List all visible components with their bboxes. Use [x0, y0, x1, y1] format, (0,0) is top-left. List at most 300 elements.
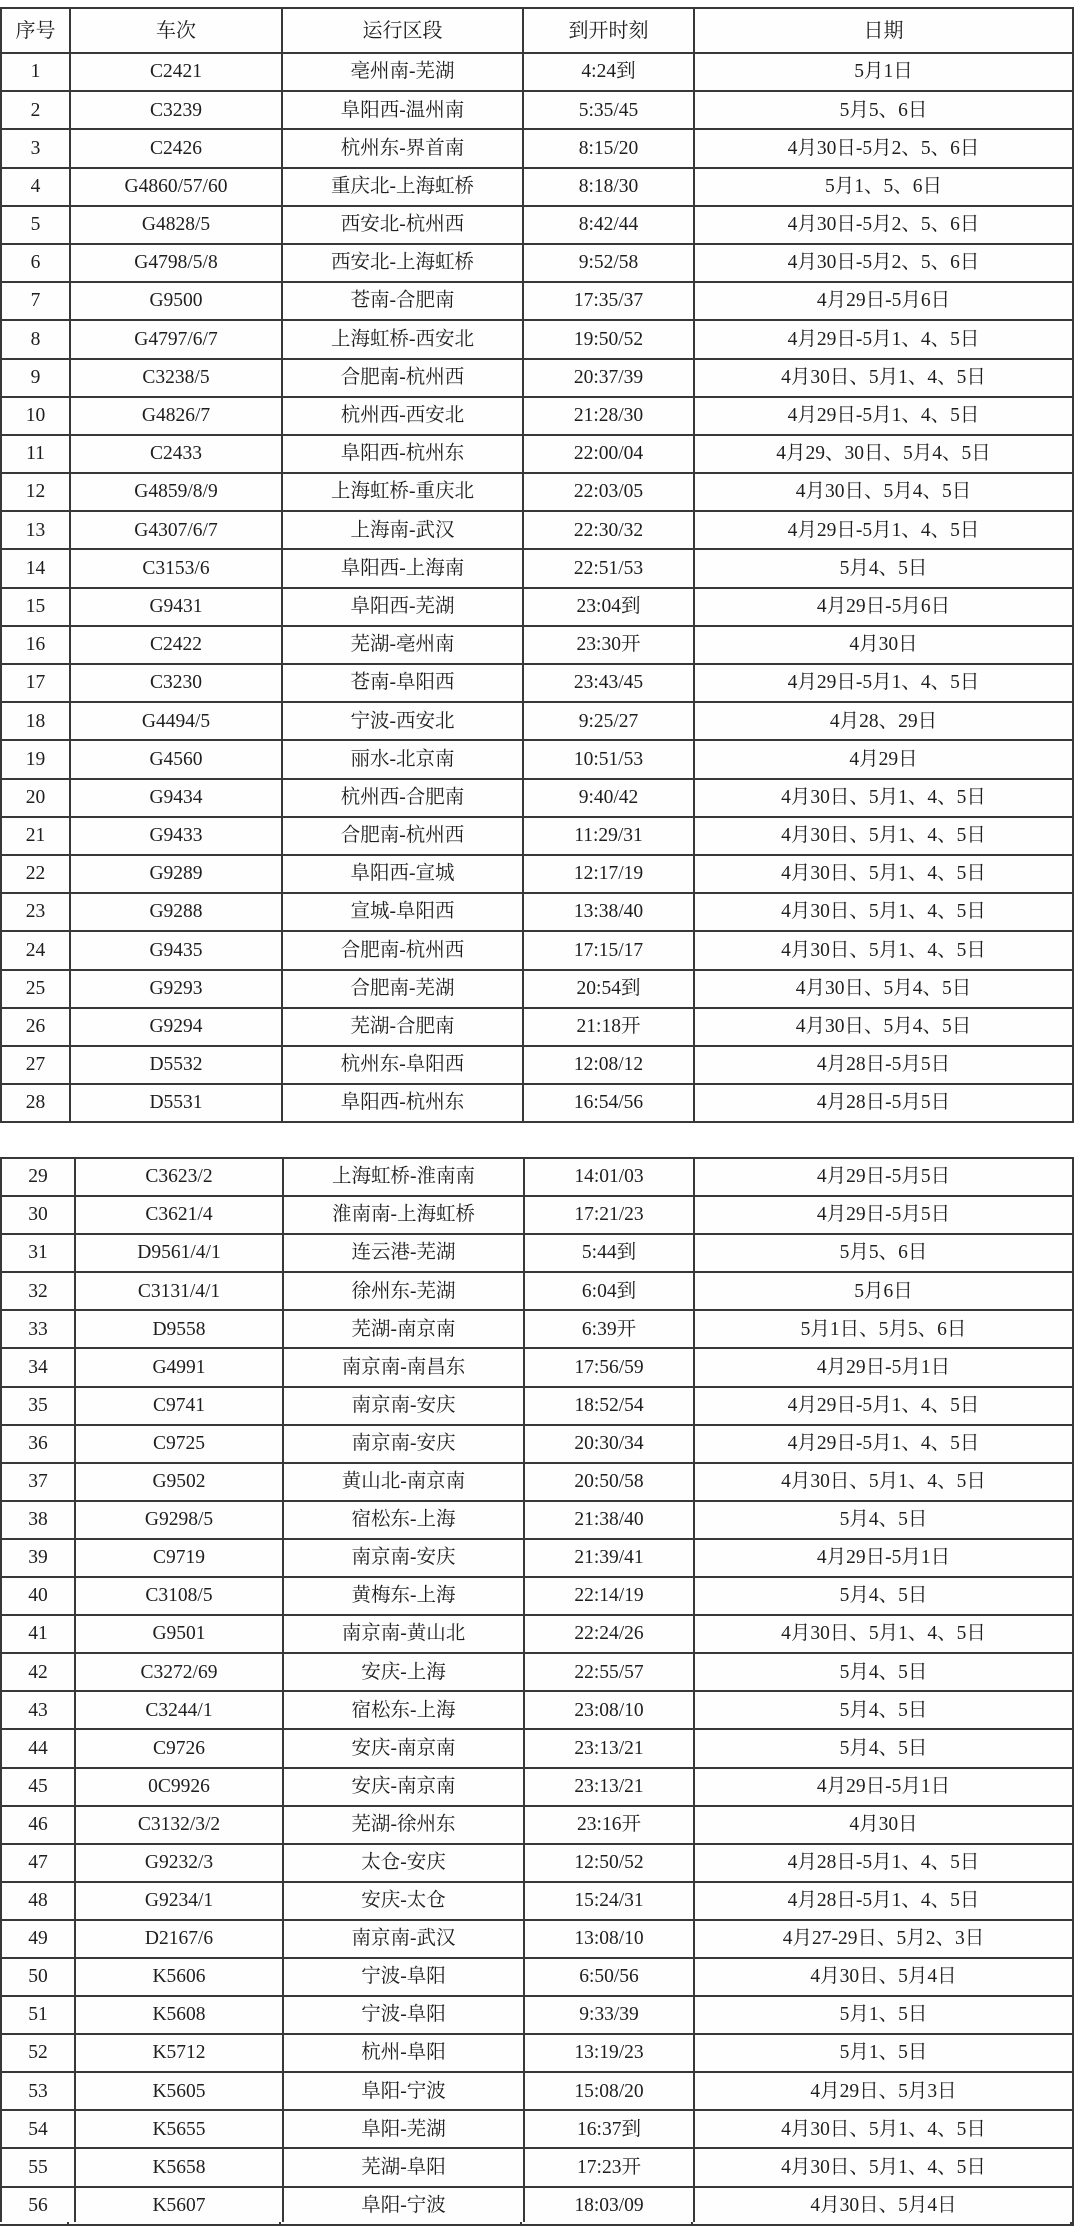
- cell-route: 黄山北-南京南: [284, 1464, 525, 1502]
- table-row: [2, 2111, 1074, 2149]
- table-row: [2, 818, 1074, 856]
- cell-train-no: C3238/5: [71, 360, 283, 398]
- table-row: [2, 1047, 1074, 1085]
- table-row: [2, 1921, 1074, 1959]
- cell-time: 18:52/54: [525, 1388, 695, 1426]
- cell-dates: 4月29日-5月1、4、5日: [695, 398, 1074, 436]
- cell-dates: 4月28日-5月5日: [695, 1047, 1074, 1085]
- table-row: [2, 92, 1074, 130]
- cell-dates: 5月4、5日: [695, 1730, 1074, 1768]
- cell-route: 芜湖-亳州南: [283, 627, 524, 665]
- cell-route: 南京南-安庆: [284, 1540, 525, 1578]
- cell-dates: 4月30日: [695, 627, 1074, 665]
- cell-time: 20:30/34: [525, 1426, 695, 1464]
- cell-dates: 4月30日、5月1、4、5日: [695, 2111, 1074, 2149]
- cell-time: 10:51/53: [524, 741, 695, 779]
- cell-dates: 4月30日、5月1、4、5日: [695, 818, 1074, 856]
- cell-seq: 20: [2, 780, 71, 818]
- cell-route: 上海虹桥-西安北: [283, 321, 524, 359]
- cell-seq: 53: [2, 2073, 76, 2111]
- cell-seq: 1: [2, 54, 71, 92]
- cell-train-no: D9558: [76, 1311, 284, 1349]
- cell-route: 丽水-北京南: [283, 741, 524, 779]
- cell-time: 23:13/21: [525, 1769, 695, 1807]
- cell-dates: 4月29日-5月1日: [695, 1349, 1074, 1387]
- cell-train-no: G4859/8/9: [71, 474, 283, 512]
- cell-dates: 4月30日-5月2、5、6日: [695, 207, 1074, 245]
- cell-seq: 38: [2, 1502, 76, 1540]
- cell-dates: 5月1、5、6日: [695, 169, 1074, 207]
- train-schedule-table-lower: [0, 1157, 1074, 2226]
- cell-route: 亳州南-芜湖: [283, 54, 524, 92]
- cell-train-no: G4307/6/7: [71, 512, 283, 550]
- cell-time: 6:50/56: [525, 1959, 695, 1997]
- cell-route: 杭州西-合肥南: [283, 780, 524, 818]
- cell-route: 苍南-阜阳西: [283, 665, 524, 703]
- cell-seq: 32: [2, 1273, 76, 1311]
- cell-route: 安庆-太仓: [284, 1883, 525, 1921]
- cell-route: 杭州西-西安北: [283, 398, 524, 436]
- table-row: [2, 971, 1074, 1009]
- cell-route: 合肥南-芜湖: [283, 971, 524, 1009]
- table-row: [2, 1959, 1074, 1997]
- cell-train-no: C3153/6: [71, 550, 283, 588]
- cell-dates: 4月30日-5月2、5、6日: [695, 130, 1074, 168]
- cell-train-no: G4798/5/8: [71, 245, 283, 283]
- cell-train-no: G4826/7: [71, 398, 283, 436]
- cell-dates: 4月29日-5月1、4、5日: [695, 1426, 1074, 1464]
- cell-train-no: C9741: [76, 1388, 284, 1426]
- cell-dates: 4月30日: [695, 1807, 1074, 1845]
- cell-train-no: G9434: [71, 780, 283, 818]
- cell-route: 南京南-南昌东: [284, 1349, 525, 1387]
- cell-train-no: K5658: [76, 2149, 284, 2187]
- table-row: [2, 1616, 1074, 1654]
- cell-dates: 4月29日-5月5日: [695, 1197, 1074, 1235]
- cell-route: 黄梅东-上海: [284, 1578, 525, 1616]
- cell-time: 23:08/10: [525, 1692, 695, 1730]
- cell-train-no: C3272/69: [76, 1654, 284, 1692]
- cell-train-no: K5655: [76, 2111, 284, 2149]
- table-row: [2, 894, 1074, 932]
- cell-route: 安庆-上海: [284, 1654, 525, 1692]
- cell-time: 21:28/30: [524, 398, 695, 436]
- cell-train-no: C3621/4: [76, 1197, 284, 1235]
- table-row: [2, 1845, 1074, 1883]
- cell-seq: 23: [2, 894, 71, 932]
- cell-time: 9:25/27: [524, 703, 695, 741]
- cell-dates: 4月29日-5月5日: [695, 1159, 1074, 1197]
- cell-dates: 4月30日、5月1、4、5日: [695, 932, 1074, 970]
- cell-route: 安庆-南京南: [284, 1730, 525, 1768]
- table-row: [2, 169, 1074, 207]
- cell-train-no: G9293: [71, 971, 283, 1009]
- table-row: [2, 1085, 1074, 1123]
- cell-route: 阜阳-宁波: [284, 2073, 525, 2111]
- table-row: [2, 741, 1074, 779]
- cell-dates: 4月29日-5月1日: [695, 1540, 1074, 1578]
- cell-seq: 34: [2, 1349, 76, 1387]
- cell-seq: 18: [2, 703, 71, 741]
- header-date: 日期: [695, 9, 1074, 54]
- cell-seq: 36: [2, 1426, 76, 1464]
- cell-time: 6:39开: [525, 1311, 695, 1349]
- cell-dates: 4月30日、5月1、4、5日: [695, 1464, 1074, 1502]
- cell-seq: 8: [2, 321, 71, 359]
- header-seq: 序号: [2, 9, 71, 54]
- cell-dates: 4月30日、5月1、4、5日: [695, 360, 1074, 398]
- cell-time: 23:04到: [524, 589, 695, 627]
- cell-dates: 4月28日-5月5日: [695, 1085, 1074, 1123]
- table-row: [2, 1692, 1074, 1730]
- table-row: [2, 1997, 1074, 2035]
- cell-train-no: K5606: [76, 1959, 284, 1997]
- cell-route: 阜阳-宁波: [284, 2188, 525, 2226]
- cell-route: 芜湖-徐州东: [284, 1807, 525, 1845]
- table-row: [2, 1388, 1074, 1426]
- table-row: [2, 130, 1074, 168]
- table-row: [2, 1159, 1074, 1197]
- cell-seq: 17: [2, 665, 71, 703]
- cell-seq: 52: [2, 2035, 76, 2073]
- cell-dates: 5月5、6日: [695, 92, 1074, 130]
- cell-time: 23:30开: [524, 627, 695, 665]
- cell-route: 杭州东-界首南: [283, 130, 524, 168]
- cell-seq: 31: [2, 1235, 76, 1273]
- cell-time: 13:19/23: [525, 2035, 695, 2073]
- cell-route: 南京南-安庆: [284, 1388, 525, 1426]
- cell-train-no: G4860/57/60: [71, 169, 283, 207]
- table-row: [2, 1197, 1074, 1235]
- table-row: [2, 1730, 1074, 1768]
- cell-time: 13:38/40: [524, 894, 695, 932]
- table-row: [2, 1349, 1074, 1387]
- cell-seq: 4: [2, 169, 71, 207]
- cell-train-no: G9234/1: [76, 1883, 284, 1921]
- cell-seq: 27: [2, 1047, 71, 1085]
- cell-train-no: C9725: [76, 1426, 284, 1464]
- cell-train-no: C3230: [71, 665, 283, 703]
- cell-time: 17:35/37: [524, 283, 695, 321]
- cell-time: 20:54到: [524, 971, 695, 1009]
- cell-time: 4:24到: [524, 54, 695, 92]
- cell-train-no: G4797/6/7: [71, 321, 283, 359]
- table-row: [2, 2188, 1074, 2226]
- cell-time: 8:18/30: [524, 169, 695, 207]
- cell-dates: 5月1、5日: [695, 2035, 1074, 2073]
- cell-time: 22:55/57: [525, 1654, 695, 1692]
- cell-train-no: K5712: [76, 2035, 284, 2073]
- cell-time: 9:52/58: [524, 245, 695, 283]
- cell-seq: 46: [2, 1807, 76, 1845]
- table-row: [2, 1502, 1074, 1540]
- cell-dates: 4月29日-5月6日: [695, 589, 1074, 627]
- cell-seq: 16: [2, 627, 71, 665]
- table-row: [2, 512, 1074, 550]
- cell-time: 23:43/45: [524, 665, 695, 703]
- cell-route: 合肥南-杭州西: [283, 360, 524, 398]
- cell-train-no: D2167/6: [76, 1921, 284, 1959]
- cell-train-no: C3239: [71, 92, 283, 130]
- cell-seq: 21: [2, 818, 71, 856]
- cell-seq: 3: [2, 130, 71, 168]
- cell-time: 22:00/04: [524, 436, 695, 474]
- cell-train-no: G9500: [71, 283, 283, 321]
- cell-seq: 43: [2, 1692, 76, 1730]
- cell-route: 宿松东-上海: [284, 1692, 525, 1730]
- cell-seq: 35: [2, 1388, 76, 1426]
- cell-seq: 42: [2, 1654, 76, 1692]
- cell-dates: 4月30日、5月4日: [695, 2188, 1074, 2226]
- cell-route: 徐州东-芜湖: [284, 1273, 525, 1311]
- cell-dates: 4月28日-5月1、4、5日: [695, 1883, 1074, 1921]
- cell-seq: 9: [2, 360, 71, 398]
- cell-route: 宁波-阜阳: [284, 1959, 525, 1997]
- table-row: [2, 245, 1074, 283]
- table-row: [2, 283, 1074, 321]
- table-row: [2, 1883, 1074, 1921]
- cell-route: 芜湖-阜阳: [284, 2149, 525, 2187]
- cell-dates: 4月29日-5月1、4、5日: [695, 1388, 1074, 1426]
- cell-time: 20:50/58: [525, 1464, 695, 1502]
- cell-route: 宁波-西安北: [283, 703, 524, 741]
- cell-time: 21:39/41: [525, 1540, 695, 1578]
- cell-route: 阜阳西-芜湖: [283, 589, 524, 627]
- cell-train-no: G9433: [71, 818, 283, 856]
- cell-dates: 4月30日-5月2、5、6日: [695, 245, 1074, 283]
- cell-train-no: K5605: [76, 2073, 284, 2111]
- cell-seq: 44: [2, 1730, 76, 1768]
- cell-seq: 28: [2, 1085, 71, 1123]
- cell-seq: 51: [2, 1997, 76, 2035]
- table-row: [2, 665, 1074, 703]
- cell-time: 8:42/44: [524, 207, 695, 245]
- cell-seq: 2: [2, 92, 71, 130]
- cell-dates: 5月5、6日: [695, 1235, 1074, 1273]
- cell-seq: 45: [2, 1769, 76, 1807]
- cell-route: 芜湖-合肥南: [283, 1009, 524, 1047]
- cell-train-no: C2422: [71, 627, 283, 665]
- cell-seq: 7: [2, 283, 71, 321]
- cell-route: 阜阳西-温州南: [283, 92, 524, 130]
- table-header-row: [2, 9, 1074, 54]
- cell-time: 16:37到: [525, 2111, 695, 2149]
- cell-train-no: C9719: [76, 1540, 284, 1578]
- cell-train-no: D5531: [71, 1085, 283, 1123]
- cell-train-no: C9726: [76, 1730, 284, 1768]
- cell-seq: 22: [2, 856, 71, 894]
- cell-time: 22:51/53: [524, 550, 695, 588]
- cell-seq: 30: [2, 1197, 76, 1235]
- table-row: [2, 2073, 1074, 2111]
- cell-time: 17:21/23: [525, 1197, 695, 1235]
- cell-seq: 56: [2, 2188, 76, 2226]
- cell-dates: 4月30日、5月4日: [695, 1959, 1074, 1997]
- cell-time: 17:56/59: [525, 1349, 695, 1387]
- cell-route: 杭州-阜阳: [284, 2035, 525, 2073]
- cell-route: 阜阳西-杭州东: [283, 436, 524, 474]
- cell-train-no: C3244/1: [76, 1692, 284, 1730]
- cell-route: 南京南-黄山北: [284, 1616, 525, 1654]
- cell-route: 重庆北-上海虹桥: [283, 169, 524, 207]
- cell-dates: 5月1日、5月5、6日: [695, 1311, 1074, 1349]
- cell-seq: 25: [2, 971, 71, 1009]
- table-row: [2, 1807, 1074, 1845]
- cell-train-no: G4991: [76, 1349, 284, 1387]
- cell-route: 西安北-上海虹桥: [283, 245, 524, 283]
- cell-route: 阜阳西-宣城: [283, 856, 524, 894]
- cell-seq: 13: [2, 512, 71, 550]
- cell-dates: 4月30日、5月1、4、5日: [695, 2149, 1074, 2187]
- cell-time: 11:29/31: [524, 818, 695, 856]
- cell-dates: 4月29日-5月6日: [695, 283, 1074, 321]
- cell-train-no: C3108/5: [76, 1578, 284, 1616]
- cell-train-no: G4494/5: [71, 703, 283, 741]
- cell-time: 23:16开: [525, 1807, 695, 1845]
- cell-time: 21:38/40: [525, 1502, 695, 1540]
- cell-train-no: G9232/3: [76, 1845, 284, 1883]
- cell-route: 阜阳西-杭州东: [283, 1085, 524, 1123]
- cell-time: 12:50/52: [525, 1845, 695, 1883]
- cell-dates: 4月29日-5月1、4、5日: [695, 665, 1074, 703]
- header-train: 车次: [71, 9, 283, 54]
- cell-train-no: G9435: [71, 932, 283, 970]
- cell-route: 宣城-阜阳西: [283, 894, 524, 932]
- train-schedule-table-upper: [0, 7, 1074, 1123]
- cell-route: 南京南-武汉: [284, 1921, 525, 1959]
- cell-route: 杭州东-阜阳西: [283, 1047, 524, 1085]
- cell-dates: 4月30日、5月4、5日: [695, 1009, 1074, 1047]
- cell-time: 22:03/05: [524, 474, 695, 512]
- header-route: 运行区段: [283, 9, 524, 54]
- cell-dates: 5月4、5日: [695, 1578, 1074, 1616]
- cell-train-no: G4828/5: [71, 207, 283, 245]
- cell-seq: 49: [2, 1921, 76, 1959]
- cell-train-no: G9288: [71, 894, 283, 932]
- cell-dates: 5月4、5日: [695, 1654, 1074, 1692]
- cell-route: 南京南-安庆: [284, 1426, 525, 1464]
- cell-dates: 4月27-29日、5月2、3日: [695, 1921, 1074, 1959]
- cell-route: 宿松东-上海: [284, 1502, 525, 1540]
- cell-route: 阜阳-芜湖: [284, 2111, 525, 2149]
- table-row: [2, 321, 1074, 359]
- cell-dates: 5月6日: [695, 1273, 1074, 1311]
- cell-time: 9:40/42: [524, 780, 695, 818]
- cell-dates: 4月29日-5月1日: [695, 1769, 1074, 1807]
- table-row: [2, 1769, 1074, 1807]
- cell-seq: 39: [2, 1540, 76, 1578]
- cell-seq: 41: [2, 1616, 76, 1654]
- table-row: [2, 207, 1074, 245]
- cell-route: 上海南-武汉: [283, 512, 524, 550]
- cell-train-no: C3132/3/2: [76, 1807, 284, 1845]
- table-row: [2, 589, 1074, 627]
- cell-seq: 5: [2, 207, 71, 245]
- cell-train-no: 0C9926: [76, 1769, 284, 1807]
- cell-seq: 54: [2, 2111, 76, 2149]
- cell-train-no: G9501: [76, 1616, 284, 1654]
- cell-time: 15:08/20: [525, 2073, 695, 2111]
- cell-seq: 6: [2, 245, 71, 283]
- cell-dates: 5月4、5日: [695, 550, 1074, 588]
- table-row: [2, 856, 1074, 894]
- cell-time: 8:15/20: [524, 130, 695, 168]
- cell-route: 西安北-杭州西: [283, 207, 524, 245]
- cell-route: 芜湖-南京南: [284, 1311, 525, 1349]
- cell-train-no: G9294: [71, 1009, 283, 1047]
- cell-seq: 47: [2, 1845, 76, 1883]
- cell-time: 22:24/26: [525, 1616, 695, 1654]
- cell-seq: 14: [2, 550, 71, 588]
- cell-time: 16:54/56: [524, 1085, 695, 1123]
- cell-route: 上海虹桥-重庆北: [283, 474, 524, 512]
- cell-train-no: D5532: [71, 1047, 283, 1085]
- cell-seq: 33: [2, 1311, 76, 1349]
- cell-seq: 10: [2, 398, 71, 436]
- cell-dates: 4月29日-5月1、4、5日: [695, 512, 1074, 550]
- table-row: [2, 1540, 1074, 1578]
- cell-dates: 5月1、5日: [695, 1997, 1074, 2035]
- cell-seq: 40: [2, 1578, 76, 1616]
- table-row: [2, 780, 1074, 818]
- cell-train-no: K5607: [76, 2188, 284, 2226]
- cell-time: 5:35/45: [524, 92, 695, 130]
- cell-route: 上海虹桥-淮南南: [284, 1159, 525, 1197]
- cell-time: 20:37/39: [524, 360, 695, 398]
- cell-seq: 26: [2, 1009, 71, 1047]
- cell-dates: 4月28日-5月1、4、5日: [695, 1845, 1074, 1883]
- cell-seq: 50: [2, 1959, 76, 1997]
- cell-route: 淮南南-上海虹桥: [284, 1197, 525, 1235]
- cell-time: 6:04到: [525, 1273, 695, 1311]
- cell-dates: 5月1日: [695, 54, 1074, 92]
- cell-dates: 4月30日、5月1、4、5日: [695, 780, 1074, 818]
- cell-dates: 4月30日、5月1、4、5日: [695, 1616, 1074, 1654]
- cell-seq: 48: [2, 1883, 76, 1921]
- table-row: [2, 1311, 1074, 1349]
- cell-dates: 5月4、5日: [695, 1692, 1074, 1730]
- table-row: [2, 1578, 1074, 1616]
- cell-seq: 29: [2, 1159, 76, 1197]
- cell-time: 12:08/12: [524, 1047, 695, 1085]
- cell-seq: 11: [2, 436, 71, 474]
- cell-time: 22:30/32: [524, 512, 695, 550]
- table-row: [2, 1654, 1074, 1692]
- table-row: [2, 627, 1074, 665]
- cell-time: 15:24/31: [525, 1883, 695, 1921]
- cell-time: 14:01/03: [525, 1159, 695, 1197]
- cell-train-no: G4560: [71, 741, 283, 779]
- cell-dates: 4月29日: [695, 741, 1074, 779]
- cell-dates: 4月30日、5月4、5日: [695, 971, 1074, 1009]
- cell-dates: 4月29、30日、5月4、5日: [695, 436, 1074, 474]
- cell-train-no: K5608: [76, 1997, 284, 2035]
- cell-time: 13:08/10: [525, 1921, 695, 1959]
- cell-train-no: G9289: [71, 856, 283, 894]
- cell-route: 安庆-南京南: [284, 1769, 525, 1807]
- table-row: [2, 2035, 1074, 2073]
- cell-time: 12:17/19: [524, 856, 695, 894]
- cell-train-no: C3623/2: [76, 1159, 284, 1197]
- cell-route: 合肥南-杭州西: [283, 932, 524, 970]
- table-row: [2, 703, 1074, 741]
- table-row: [2, 436, 1074, 474]
- cell-route: 苍南-合肥南: [283, 283, 524, 321]
- cell-train-no: G9298/5: [76, 1502, 284, 1540]
- table-row: [2, 1273, 1074, 1311]
- cell-seq: 12: [2, 474, 71, 512]
- table-row: [2, 2149, 1074, 2187]
